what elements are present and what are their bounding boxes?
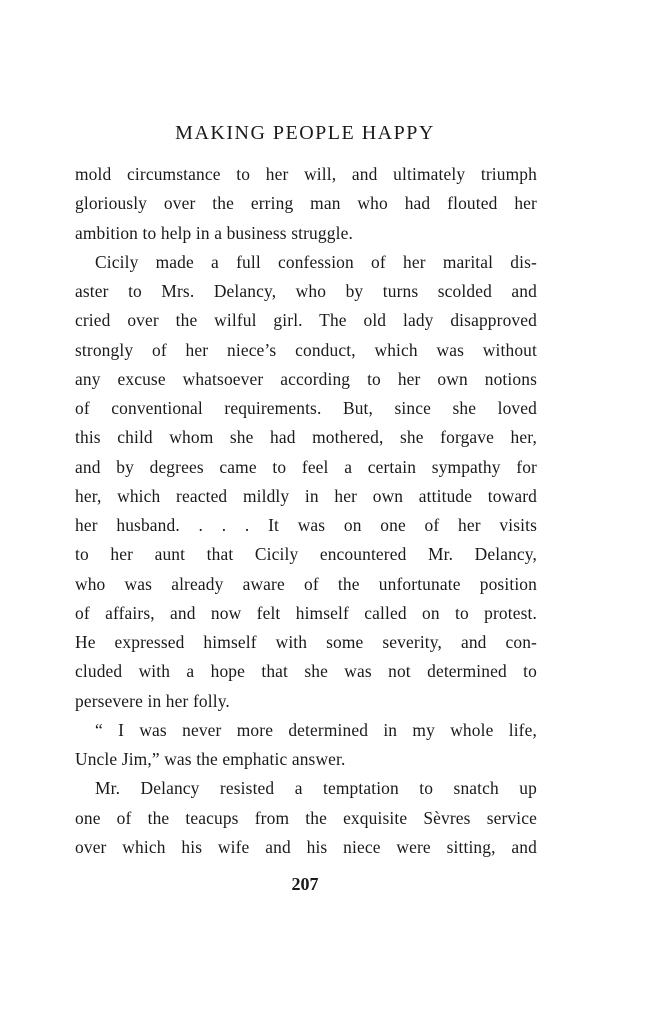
text-line: of conventional requirements. But, since she loved xyxy=(75,398,537,418)
text-line: mold circumstance to her will, and ultimately triumph xyxy=(75,164,537,184)
running-head: MAKING PEOPLE HAPPY xyxy=(175,122,435,144)
text-line: of affairs, and now felt himself called on to protest. xyxy=(75,602,537,623)
text-line: “ I was never more determined in my whole life, xyxy=(95,719,537,740)
text-line: aster to Mrs. Delancy, who by turns scolded and xyxy=(75,281,537,301)
text-line: to her aunt that Cicily encountered Mr. Delancy, xyxy=(75,544,537,565)
text-line: cried over the wilful girl. The old lady disapproved xyxy=(75,310,537,331)
text-line: and by degrees came to feel a certain sympathy for xyxy=(75,456,537,477)
text-line: over which his wife and his niece were sitting, and xyxy=(75,836,537,857)
text-line: Mr. Delancy resisted a temptation to snatch up xyxy=(95,778,537,799)
text-line: this child whom she had mothered, she forgave her, xyxy=(75,427,537,448)
text-line: He expressed himself with some severity, and con- xyxy=(75,632,537,652)
text-line: her husband. . . . It was on one of her visits xyxy=(75,515,537,535)
text-line: cluded with a hope that she was not determined to xyxy=(75,661,537,682)
text-line: Cicily made a full confession of her marital dis- xyxy=(95,251,537,272)
text-line: any excuse whatsoever according to her own notions xyxy=(75,368,537,389)
text-line: who was already aware of the unfortunate position xyxy=(75,573,537,594)
text-line: ambition to help in a business struggle. xyxy=(75,222,353,243)
text-line: her, which reacted mildly in her own attitude toward xyxy=(75,485,537,506)
text-line: persevere in her folly. xyxy=(75,690,230,711)
text-line: gloriously over the erring man who had flouted her xyxy=(75,193,537,214)
text-line: strongly of her niece’s conduct, which was without xyxy=(75,339,537,360)
page-number: 207 xyxy=(291,874,319,894)
text-line: Uncle Jim,” was the emphatic answer. xyxy=(75,749,346,769)
body-text xyxy=(75,160,537,862)
text-line: one of the teacups from the exquisite Sèvres service xyxy=(75,807,537,828)
